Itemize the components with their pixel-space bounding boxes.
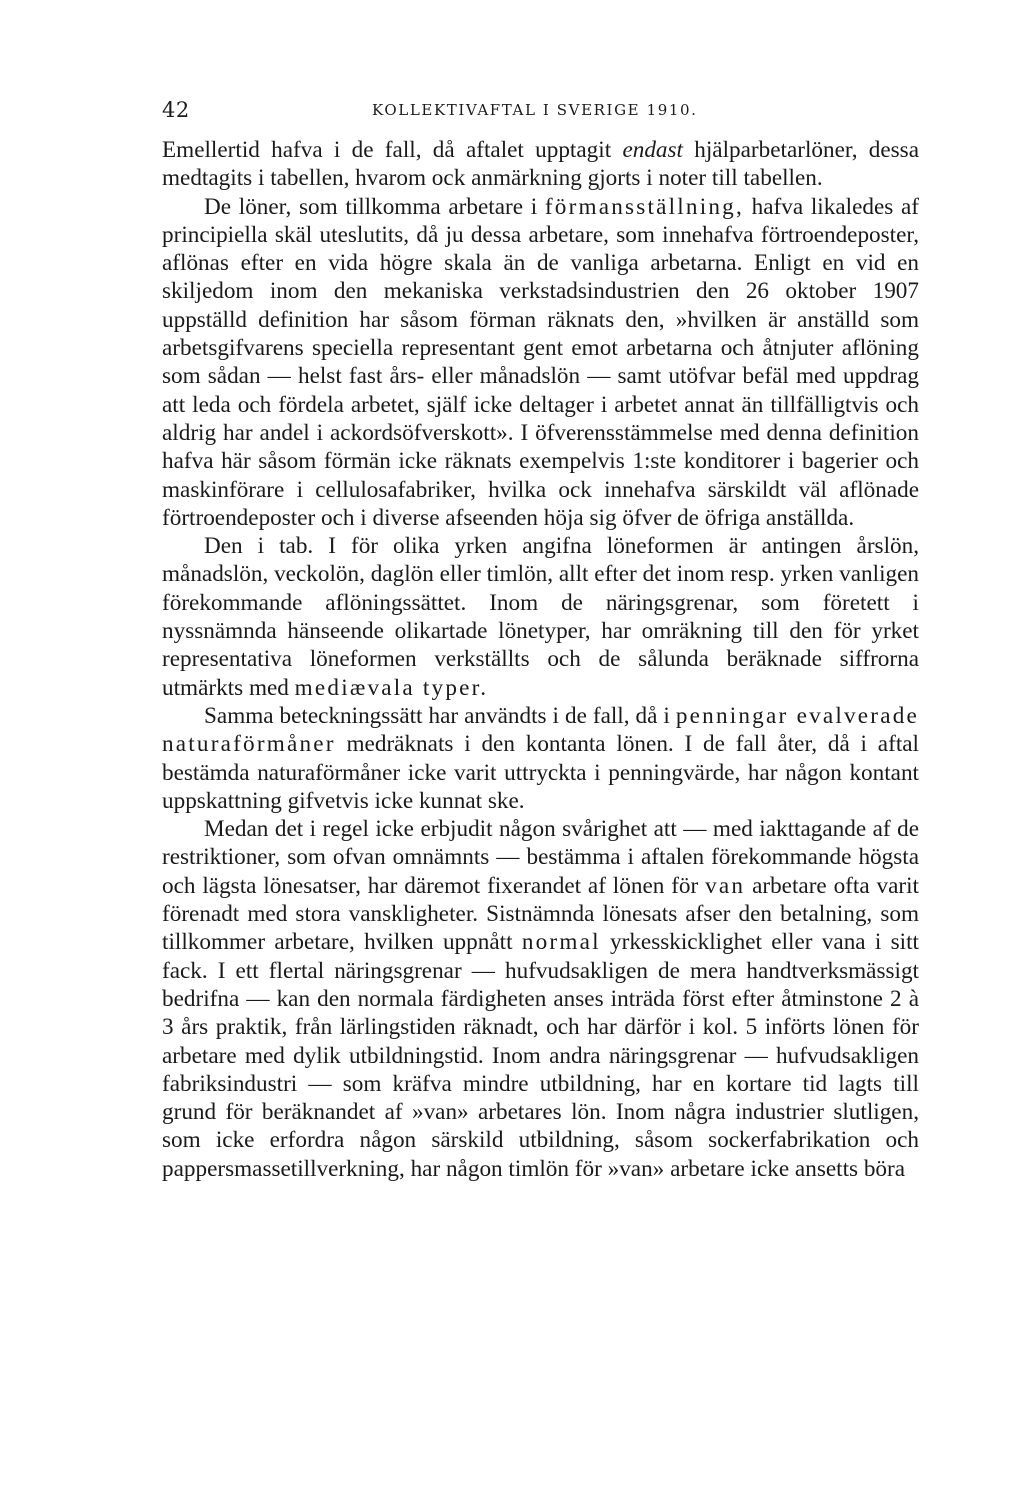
text-run: Den i tab. I för olika yrken angifna löneformen är antingen årslön, månadslön, veckolön, daglön eller timlön, allt efter det inom resp. yrken vanligen förekommande aflöningssättet. Inom de näringsgrenar, som företett i nyssnämnda hänseende olikartade lönetyper, har omräkning till den för yrket representativa löneformen verkställts och de sålunda beräknade siffrorna utmärkts med [162, 533, 919, 701]
running-title: KOLLEKTIVAFTAL I SVERIGE 1910. [372, 101, 698, 119]
running-head [162, 98, 922, 124]
paragraph-5 [162, 815, 919, 1183]
body-text [162, 136, 919, 1183]
text-run: yrkesskicklighet eller vana i sitt fack. I ett flertal näringsgrenar — hufvudsakligen de mera handtverksmässigt bedrifna — kan den normala färdigheten anses inträda först efter åtminstone 2 à 3 års praktik, från lärlingstiden räknadt, och har därför i kol. 5 införts lönen för arbetare med dylik utbildningstid. Inom andra näringsgrenar — hufvudsakligen fabriksindustri — som kräfva mindre utbildning, har en kortare tid lagts till grund för beräknandet af »van» arbetares lön. Inom några industrier slutligen, som icke erfordra någon särskild utbildning, såsom sockerfabrikation och pappersmassetillverkning, har någon timlön för »van» arbetare icke ansetts böra [162, 929, 919, 1182]
text-run: De löner, som tillkomma arbetare i [204, 193, 545, 220]
text-run: hafva likaledes af principiella skäl uteslutits, då ju dessa arbetare, som innehafva förtroendeposter, aflönas efter en vida högre skala än de vanliga arbetarna. Enligt en vid en skiljedom inom den mekaniska verkstadsindustrien den 26 oktober 1907 uppställd definition har såsom förman räknats den, »hvilken är anställd som arbetsgifvarens speciella representant gent emot arbetarna och åtnjuter aflöning som sådan — helst fast års- eller månadslön — samt utöfvar befäl med uppdrag att leda och fördela arbetet, själf icke deltager i arbetet annat än tillfälligtvis och aldrig har andel i ackordsöfverskott». I öfverensstämmelse med denna definition hafva här såsom förmän icke räknats exempelvis 1:ste konditorer i bagerier och maskinförare i cellulosafabriker, hvilka ock innehafva särskildt väl aflönade förtroendeposter och i diverse afseenden höja sig öfver de öfriga anställda. [162, 193, 919, 531]
text-run: arbetare ofta varit förenadt med stora vanskligheter. Sistnämnda lönesats afser den betalning, som tillkommer arbetare, hvilken uppnått [162, 872, 919, 956]
text-run: Samma beteckningssätt har användts i de fall, då i [204, 702, 676, 729]
paragraph-3 [162, 532, 919, 702]
text-run: Medan det i regel icke erbjudit någon svårighet att — med iakttagande af de restriktioner, som ofvan omnämnts — bestämma i aftalen förekommande högsta och lägsta lönesatser, har däremot fixerandet af lönen för [162, 816, 919, 899]
spaced-text: van [705, 872, 746, 899]
paragraph-2 [162, 193, 919, 533]
spaced-text: förmansställning, [544, 193, 744, 220]
text-run: medräknats i den kontanta lönen. I de fall åter, då i aftal bestämda naturaförmåner icke varit uttryckta i penningvärde, har någon kontant uppskattning gifvetvis icke kunnat ske. [162, 731, 919, 814]
text-run: hjälparbetarlöner, dessa medtagits i tabellen, hvarom ock anmärkning gjorts i noter till tabellen. [162, 137, 919, 192]
paragraph-4 [162, 702, 919, 815]
page-number: 42 [162, 98, 190, 122]
paragraph-1 [162, 136, 919, 193]
text-run: Emellertid hafva i de fall, då aftalet upptagit [162, 137, 623, 163]
emphasis-text: endast [622, 137, 683, 163]
spaced-text: mediævala typer. [294, 674, 489, 701]
spaced-text: penningar evalverade naturaförmåner [162, 702, 919, 758]
spaced-text: normal [521, 929, 601, 956]
